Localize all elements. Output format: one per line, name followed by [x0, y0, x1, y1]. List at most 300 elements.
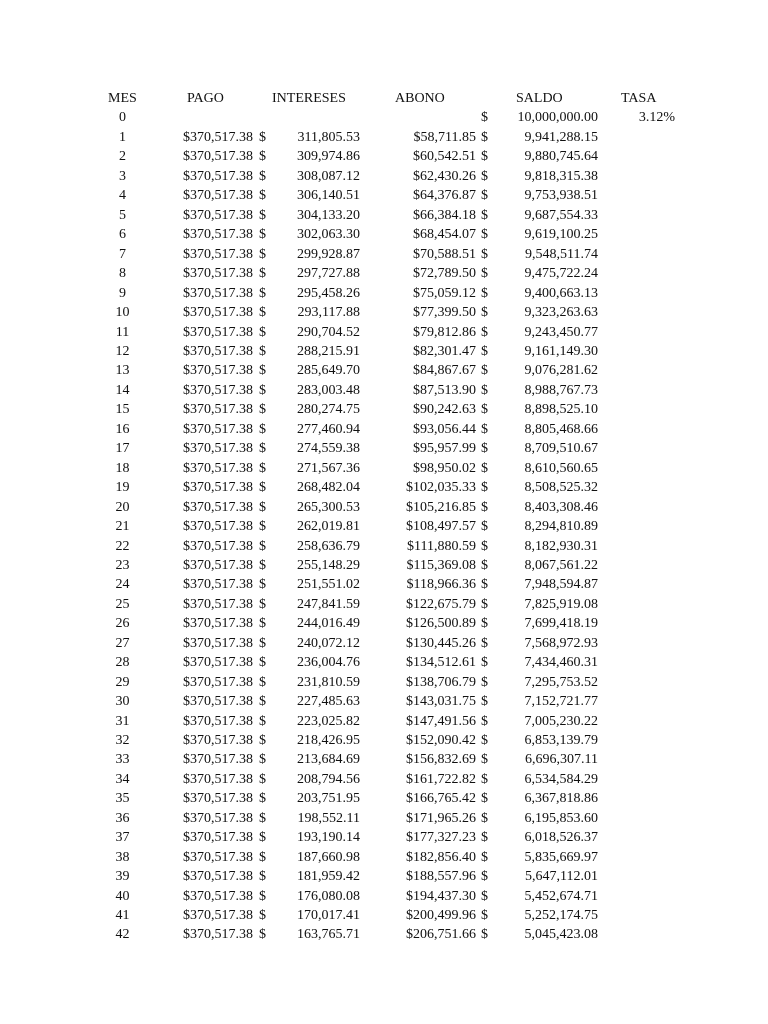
table-row-initial [0, 108, 768, 127]
cell-saldo-currency: $ [481, 713, 488, 729]
cell-saldo: 5,252,174.75 [524, 908, 598, 923]
table-row [0, 459, 768, 478]
cell-mes: 1 [119, 130, 126, 145]
cell-pago: $370,517.38 [183, 227, 253, 243]
cell-intereses-currency: $ [259, 713, 266, 729]
table-row [0, 225, 768, 244]
cell-abono: $115,369.08 [406, 557, 476, 573]
cell-saldo-currency: $ [481, 402, 488, 418]
cell-saldo: 6,534,584.29 [524, 771, 598, 787]
cell-saldo-currency: $ [481, 635, 488, 651]
cell-pago: $370,517.38 [183, 791, 253, 807]
cell-pago: $370,517.38 [183, 305, 253, 320]
cell-intereses-currency: $ [259, 149, 266, 165]
cell-abono: $126,500.89 [406, 616, 476, 632]
cell-saldo: 9,161,149.30 [524, 343, 598, 359]
cell-mes: 5 [119, 207, 126, 223]
cell-saldo: 8,508,525.32 [524, 480, 598, 496]
cell-saldo: 9,880,745.64 [524, 149, 598, 165]
cell-saldo: 7,568,972.93 [524, 635, 598, 651]
cell-mes: 40 [115, 888, 130, 904]
cell-pago: $370,517.38 [183, 616, 253, 632]
cell-saldo: 5,452,674.71 [524, 888, 598, 904]
cell-intereses: 247,841.59 [297, 596, 360, 612]
cell-saldo-currency: $ [481, 363, 488, 379]
cell-saldo-currency: $ [481, 771, 488, 787]
cell-saldo-currency: $ [481, 324, 488, 340]
table-row [0, 342, 768, 361]
cell-abono: $79,812.86 [413, 324, 476, 340]
cell-intereses-currency: $ [259, 324, 266, 340]
cell-intereses: 268,482.04 [297, 480, 360, 496]
cell-intereses: 309,974.86 [297, 149, 360, 165]
table-row [0, 575, 768, 594]
cell-pago: $370,517.38 [183, 266, 253, 282]
cell-tasa: 3.12% [638, 110, 675, 125]
cell-saldo-currency: $ [481, 810, 488, 826]
cell-saldo: 9,400,663.13 [524, 285, 598, 301]
cell-saldo: 9,753,938.51 [524, 188, 598, 204]
cell-pago: $370,517.38 [183, 888, 253, 904]
table-row [0, 420, 768, 439]
cell-intereses-currency: $ [259, 771, 266, 787]
table-header-row [0, 89, 768, 108]
cell-saldo-currency: $ [481, 168, 488, 184]
cell-intereses: 163,765.71 [297, 927, 360, 943]
table-row [0, 653, 768, 672]
cell-saldo: 7,699,418.19 [524, 616, 598, 632]
cell-intereses: 271,567.36 [297, 460, 360, 476]
cell-pago: $370,517.38 [183, 188, 253, 204]
cell-pago: $370,517.38 [183, 596, 253, 612]
cell-intereses: 227,485.63 [297, 694, 360, 709]
cell-pago: $370,517.38 [183, 849, 253, 865]
cell-saldo-currency: $ [481, 149, 488, 165]
cell-saldo: 9,076,281.62 [524, 363, 598, 379]
table-row [0, 517, 768, 536]
cell-mes: 34 [115, 771, 130, 787]
cell-mes: 22 [115, 538, 130, 554]
cell-pago: $370,517.38 [183, 557, 253, 573]
cell-saldo: 7,948,594.87 [524, 577, 598, 593]
cell-intereses: 290,704.52 [297, 324, 360, 340]
table-row [0, 867, 768, 886]
cell-intereses-currency: $ [259, 538, 266, 554]
table-row [0, 361, 768, 380]
cell-intereses-currency: $ [259, 869, 266, 885]
cell-intereses-currency: $ [259, 285, 266, 301]
cell-saldo-currency: $ [481, 130, 488, 145]
cell-saldo: 8,805,468.66 [524, 421, 598, 437]
cell-intereses-currency: $ [259, 519, 266, 534]
cell-pago: $370,517.38 [183, 460, 253, 476]
table-row [0, 887, 768, 906]
cell-mes: 31 [115, 713, 130, 729]
cell-pago: $370,517.38 [183, 538, 253, 554]
cell-saldo-currency: $ [481, 888, 488, 904]
cell-pago: $370,517.38 [183, 752, 253, 768]
cell-intereses-currency: $ [259, 266, 266, 282]
cell-mes: 29 [115, 674, 130, 690]
cell-intereses-currency: $ [259, 402, 266, 418]
cell-saldo: 8,988,767.73 [524, 382, 598, 398]
cell-pago: $370,517.38 [183, 771, 253, 787]
cell-saldo-currency: $ [481, 227, 488, 243]
cell-pago: $370,517.38 [183, 285, 253, 301]
table-row [0, 848, 768, 867]
cell-saldo-currency: $ [481, 596, 488, 612]
table-row [0, 556, 768, 575]
cell-mes: 35 [115, 791, 130, 807]
table-row [0, 731, 768, 750]
cell-pago: $370,517.38 [183, 519, 253, 534]
cell-abono: $66,384.18 [413, 207, 476, 223]
table-row [0, 128, 768, 147]
cell-intereses: 208,794.56 [297, 771, 360, 787]
cell-pago: $370,517.38 [183, 908, 253, 923]
cell-mes: 23 [115, 557, 130, 573]
cell-saldo: 9,243,450.77 [524, 324, 598, 340]
cell-abono: $93,056.44 [413, 421, 476, 437]
cell-abono: $194,437.30 [406, 888, 476, 904]
cell-mes: 25 [115, 596, 130, 612]
table-row [0, 537, 768, 556]
cell-abono: $118,966.36 [406, 577, 476, 593]
header-tasa: TASA [621, 91, 657, 106]
cell-intereses-currency: $ [259, 305, 266, 320]
cell-abono: $130,445.26 [406, 635, 476, 651]
cell-mes: 9 [119, 285, 126, 301]
cell-intereses: 293,117.88 [297, 305, 360, 320]
table-row [0, 167, 768, 186]
cell-saldo: 9,941,288.15 [524, 130, 598, 145]
cell-abono: $200,499.96 [406, 908, 476, 923]
cell-mes: 11 [115, 324, 130, 340]
cell-intereses-currency: $ [259, 168, 266, 184]
cell-mes: 26 [115, 616, 130, 632]
cell-saldo: 5,835,669.97 [524, 849, 598, 865]
cell-abono: $147,491.56 [406, 713, 476, 729]
cell-saldo-currency: $ [481, 616, 488, 632]
cell-pago: $370,517.38 [183, 441, 253, 457]
cell-mes: 27 [115, 635, 130, 651]
cell-saldo-currency: $ [481, 460, 488, 476]
cell-saldo: 7,152,721.77 [524, 694, 598, 709]
cell-abono: $138,706.79 [406, 674, 476, 690]
cell-pago: $370,517.38 [183, 830, 253, 846]
table-row [0, 381, 768, 400]
cell-saldo-currency: $ [481, 694, 488, 709]
cell-abono: $68,454.07 [413, 227, 476, 243]
cell-intereses-currency: $ [259, 655, 266, 671]
cell-intereses-currency: $ [259, 810, 266, 826]
cell-pago: $370,517.38 [183, 382, 253, 398]
cell-saldo: 9,323,263.63 [524, 305, 598, 320]
cell-abono: $122,675.79 [406, 596, 476, 612]
cell-abono: $62,430.26 [413, 168, 476, 184]
cell-saldo: 8,182,930.31 [524, 538, 598, 554]
cell-intereses-currency: $ [259, 480, 266, 496]
cell-intereses-currency: $ [259, 791, 266, 807]
cell-abono: $105,216.85 [406, 499, 476, 515]
cell-intereses-currency: $ [259, 927, 266, 943]
cell-saldo-currency: $ [481, 830, 488, 846]
cell-abono: $75,059.12 [413, 285, 476, 301]
cell-pago: $370,517.38 [183, 655, 253, 671]
cell-intereses-currency: $ [259, 557, 266, 573]
cell-intereses-currency: $ [259, 694, 266, 709]
cell-intereses: 213,684.69 [297, 752, 360, 768]
cell-saldo-currency: $ [481, 110, 488, 125]
cell-intereses-currency: $ [259, 188, 266, 204]
cell-intereses-currency: $ [259, 441, 266, 457]
table-row [0, 906, 768, 925]
cell-intereses: 306,140.51 [297, 188, 360, 204]
cell-intereses-currency: $ [259, 421, 266, 437]
cell-saldo: 7,005,230.22 [524, 713, 598, 729]
table-row [0, 303, 768, 322]
cell-saldo-currency: $ [481, 752, 488, 768]
cell-saldo-currency: $ [481, 305, 488, 320]
cell-saldo-currency: $ [481, 421, 488, 437]
table-row [0, 634, 768, 653]
cell-intereses: 170,017.41 [297, 908, 360, 923]
cell-saldo-currency: $ [481, 927, 488, 943]
cell-intereses: 288,215.91 [297, 343, 360, 359]
cell-saldo-currency: $ [481, 343, 488, 359]
cell-intereses: 308,087.12 [297, 168, 360, 184]
cell-intereses: 262,019.81 [297, 519, 360, 534]
cell-intereses-currency: $ [259, 732, 266, 748]
cell-intereses: 236,004.76 [297, 655, 360, 671]
cell-mes: 8 [119, 266, 126, 282]
cell-mes: 28 [115, 655, 130, 671]
table-row [0, 789, 768, 808]
cell-intereses: 304,133.20 [297, 207, 360, 223]
cell-mes: 16 [115, 421, 130, 437]
header-pago: PAGO [187, 91, 224, 106]
cell-abono: $156,832.69 [406, 752, 476, 768]
cell-abono: $77,399.50 [413, 305, 476, 320]
cell-saldo: 8,709,510.67 [524, 441, 598, 457]
cell-intereses: 285,649.70 [297, 363, 360, 379]
cell-mes: 30 [115, 694, 130, 709]
cell-abono: $95,957.99 [413, 441, 476, 457]
cell-saldo-currency: $ [481, 849, 488, 865]
header-saldo: SALDO [516, 91, 563, 106]
cell-saldo-currency: $ [481, 382, 488, 398]
cell-mes: 18 [115, 460, 130, 476]
cell-mes: 13 [115, 363, 130, 379]
cell-pago: $370,517.38 [183, 480, 253, 496]
cell-mes: 39 [115, 869, 130, 885]
cell-pago: $370,517.38 [183, 577, 253, 593]
cell-abono: $58,711.85 [413, 130, 476, 145]
cell-intereses: 218,426.95 [297, 732, 360, 748]
cell-mes: 38 [115, 849, 130, 865]
cell-pago: $370,517.38 [183, 168, 253, 184]
cell-mes: 4 [119, 188, 126, 204]
table-row [0, 400, 768, 419]
cell-saldo-currency: $ [481, 655, 488, 671]
cell-saldo-currency: $ [481, 869, 488, 885]
cell-pago: $370,517.38 [183, 130, 253, 145]
cell-saldo: 8,898,525.10 [524, 402, 598, 418]
cell-intereses: 240,072.12 [297, 635, 360, 651]
cell-saldo: 8,067,561.22 [524, 557, 598, 573]
header-mes: MES [108, 91, 137, 106]
cell-mes: 7 [119, 246, 126, 262]
table-row [0, 809, 768, 828]
cell-intereses-currency: $ [259, 674, 266, 690]
cell-intereses: 187,660.98 [297, 849, 360, 865]
cell-intereses: 274,559.38 [297, 441, 360, 457]
cell-mes: 32 [115, 732, 130, 748]
cell-mes: 42 [115, 927, 130, 943]
cell-saldo-currency: $ [481, 188, 488, 204]
cell-saldo-currency: $ [481, 499, 488, 515]
cell-mes: 2 [119, 149, 126, 165]
cell-mes: 3 [119, 168, 126, 184]
cell-saldo: 9,475,722.24 [524, 266, 598, 282]
cell-abono: $152,090.42 [406, 732, 476, 748]
cell-abono: $206,751.66 [406, 927, 476, 943]
cell-pago: $370,517.38 [183, 246, 253, 262]
cell-pago: $370,517.38 [183, 694, 253, 709]
table-row [0, 712, 768, 731]
cell-saldo-currency: $ [481, 266, 488, 282]
cell-abono: $82,301.47 [413, 343, 476, 359]
header-abono: ABONO [395, 91, 445, 106]
table-row [0, 323, 768, 342]
cell-saldo: 6,853,139.79 [524, 732, 598, 748]
cell-abono: $143,031.75 [406, 694, 476, 709]
cell-intereses: 231,810.59 [297, 674, 360, 690]
table-row [0, 925, 768, 944]
cell-intereses: 251,551.02 [297, 577, 360, 593]
cell-saldo: 7,434,460.31 [524, 655, 598, 671]
cell-intereses: 265,300.53 [297, 499, 360, 515]
cell-pago: $370,517.38 [183, 732, 253, 748]
cell-saldo-currency: $ [481, 246, 488, 262]
cell-intereses-currency: $ [259, 596, 266, 612]
cell-saldo-currency: $ [481, 480, 488, 496]
cell-saldo-currency: $ [481, 791, 488, 807]
cell-intereses: 295,458.26 [297, 285, 360, 301]
cell-pago: $370,517.38 [183, 713, 253, 729]
cell-saldo: 6,195,853.60 [524, 810, 598, 826]
cell-abono: $84,867.67 [413, 363, 476, 379]
cell-saldo: 6,696,307.11 [525, 752, 598, 768]
table-row [0, 828, 768, 847]
cell-pago: $370,517.38 [183, 635, 253, 651]
cell-intereses-currency: $ [259, 382, 266, 398]
cell-mes: 6 [119, 227, 126, 243]
cell-pago: $370,517.38 [183, 810, 253, 826]
cell-abono: $90,242.63 [413, 402, 476, 418]
cell-saldo: 8,403,308.46 [524, 499, 598, 515]
cell-abono: $102,035.33 [406, 480, 476, 496]
table-row [0, 264, 768, 283]
cell-intereses: 311,805.53 [297, 130, 360, 145]
cell-intereses-currency: $ [259, 577, 266, 593]
cell-intereses: 302,063.30 [297, 227, 360, 243]
cell-mes: 36 [115, 810, 130, 826]
cell-mes: 12 [115, 343, 130, 359]
cell-mes: 37 [115, 830, 130, 846]
cell-intereses-currency: $ [259, 130, 266, 145]
table-row [0, 478, 768, 497]
cell-saldo-currency: $ [481, 577, 488, 593]
cell-intereses-currency: $ [259, 830, 266, 846]
cell-abono: $111,880.59 [407, 538, 476, 554]
table-row [0, 245, 768, 264]
cell-saldo: 5,647,112.01 [525, 869, 598, 885]
cell-abono: $72,789.50 [413, 266, 476, 282]
cell-abono: $87,513.90 [413, 382, 476, 398]
table-row [0, 284, 768, 303]
cell-intereses: 244,016.49 [297, 616, 360, 632]
cell-intereses: 255,148.29 [297, 557, 360, 573]
cell-mes: 14 [115, 382, 130, 398]
cell-saldo-currency: $ [481, 538, 488, 554]
cell-mes: 41 [115, 908, 130, 923]
cell-saldo: 10,000,000.00 [517, 110, 598, 125]
cell-pago: $370,517.38 [183, 207, 253, 223]
cell-pago: $370,517.38 [183, 402, 253, 418]
table-row [0, 439, 768, 458]
cell-saldo: 6,018,526.37 [524, 830, 598, 846]
cell-saldo-currency: $ [481, 557, 488, 573]
cell-saldo-currency: $ [481, 674, 488, 690]
cell-saldo-currency: $ [481, 908, 488, 923]
cell-saldo: 7,825,919.08 [524, 596, 598, 612]
cell-pago: $370,517.38 [183, 324, 253, 340]
cell-mes: 17 [115, 441, 130, 457]
table-row [0, 673, 768, 692]
table-row [0, 750, 768, 769]
header-intereses: INTERESES [272, 91, 346, 106]
cell-intereses-currency: $ [259, 849, 266, 865]
cell-abono: $177,327.23 [406, 830, 476, 846]
cell-mes: 24 [115, 577, 130, 593]
cell-intereses: 258,636.79 [297, 538, 360, 554]
cell-intereses: 299,928.87 [297, 246, 360, 262]
cell-intereses: 297,727.88 [297, 266, 360, 282]
cell-intereses: 280,274.75 [297, 402, 360, 418]
cell-abono: $188,557.96 [406, 869, 476, 885]
cell-intereses-currency: $ [259, 207, 266, 223]
cell-pago: $370,517.38 [183, 869, 253, 885]
cell-abono: $108,497.57 [406, 519, 476, 534]
cell-intereses-currency: $ [259, 752, 266, 768]
cell-intereses: 203,751.95 [297, 791, 360, 807]
cell-mes: 19 [115, 480, 130, 496]
cell-abono: $64,376.87 [413, 188, 476, 204]
cell-intereses-currency: $ [259, 227, 266, 243]
cell-intereses: 176,080.08 [297, 888, 360, 904]
cell-saldo: 9,687,554.33 [524, 207, 598, 223]
cell-saldo-currency: $ [481, 285, 488, 301]
cell-saldo-currency: $ [481, 207, 488, 223]
cell-saldo-currency: $ [481, 519, 488, 534]
cell-abono: $134,512.61 [406, 655, 476, 671]
cell-intereses: 193,190.14 [297, 830, 360, 846]
table-row [0, 692, 768, 711]
cell-intereses: 283,003.48 [297, 382, 360, 398]
cell-intereses-currency: $ [259, 616, 266, 632]
cell-abono: $98,950.02 [413, 460, 476, 476]
